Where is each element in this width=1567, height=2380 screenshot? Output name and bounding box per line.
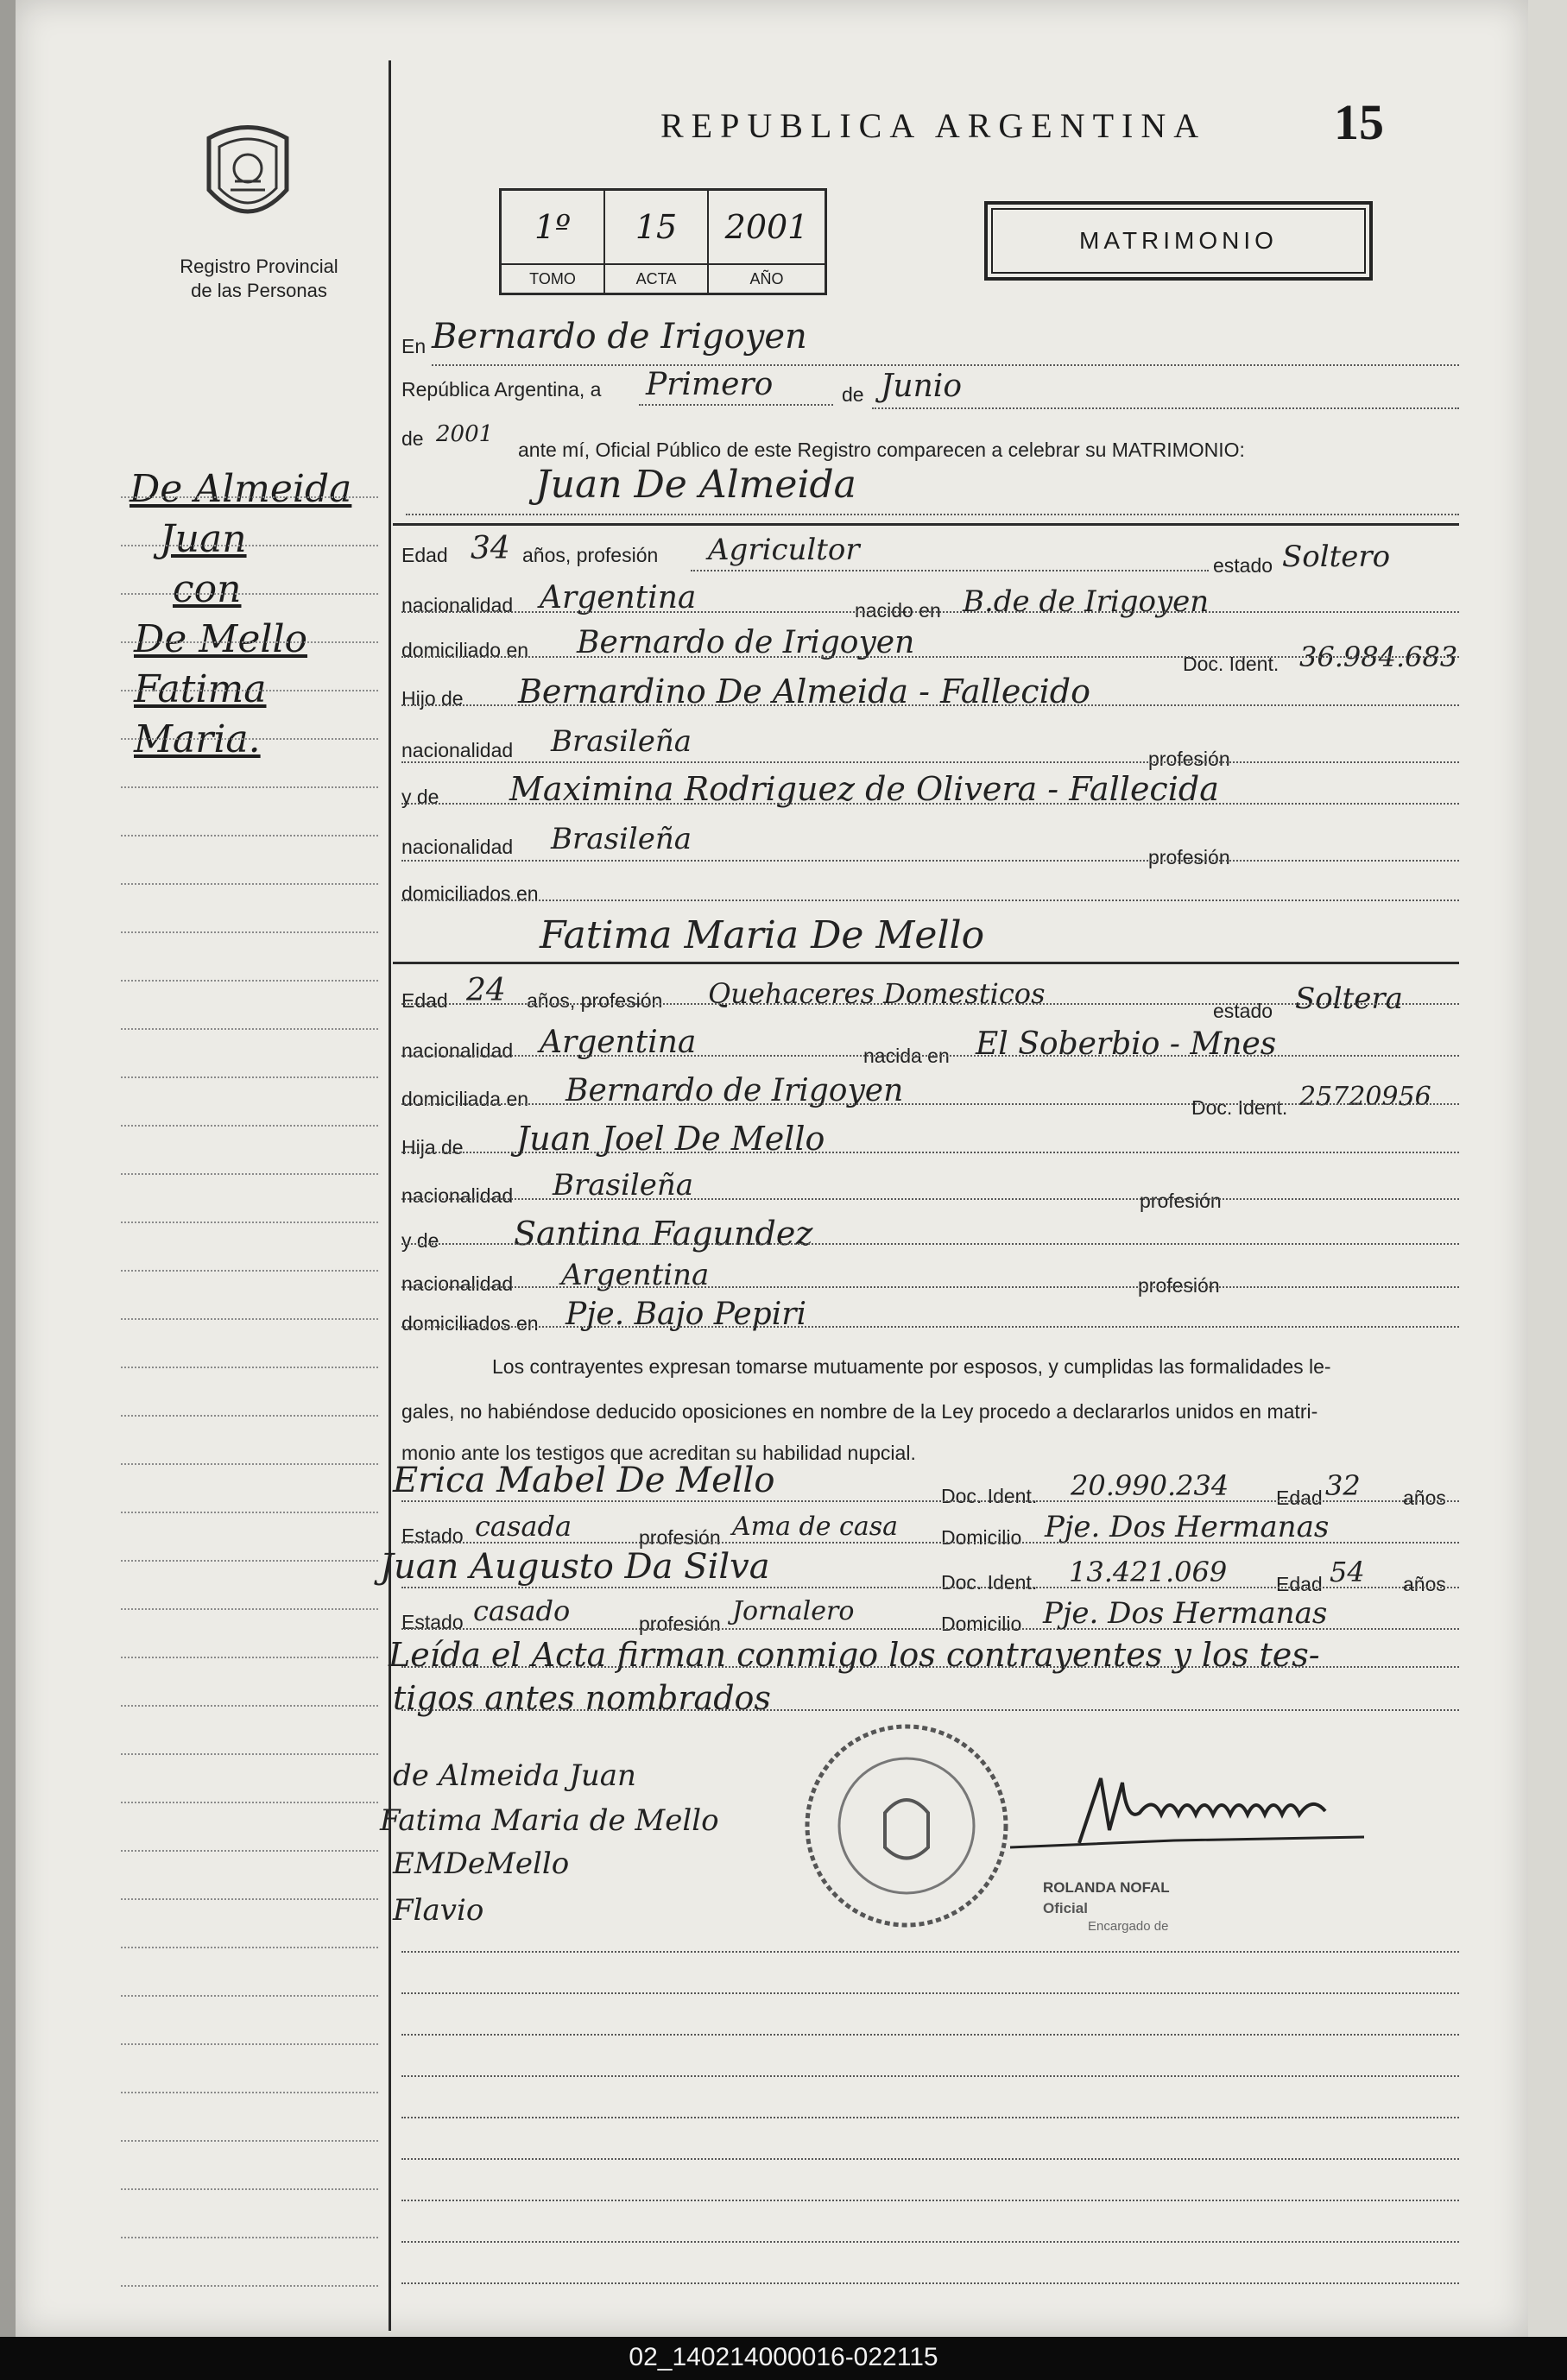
margin-ruled-line <box>121 1222 378 1223</box>
witness-2-estado-value: casado <box>473 1594 571 1627</box>
ruled-line <box>401 2200 1459 2201</box>
witness-2-name: Juan Augusto Da Silva <box>380 1547 770 1587</box>
ruled-line <box>401 1628 1459 1630</box>
witness-1-edad-label: Edad <box>1276 1487 1323 1509</box>
margin-ruled-line <box>121 2043 378 2045</box>
ruled-line <box>401 2158 1459 2160</box>
margin-ruled-line <box>121 593 378 595</box>
margin-ruled-line <box>121 1850 378 1852</box>
bride-y-de-label: y de <box>401 1229 439 1252</box>
year-de-label: de <box>401 427 424 450</box>
witness-1-profesion-value: Ama de casa <box>732 1512 898 1542</box>
groom-estado-value: Soltero <box>1282 540 1391 574</box>
page-number: 15 <box>1334 94 1384 150</box>
groom-father-nac-value: Brasileña <box>551 724 692 759</box>
bride-father-profesion-label: profesión <box>1140 1190 1222 1212</box>
record-type-box <box>984 201 1373 281</box>
tomo-cell <box>502 191 605 293</box>
bride-estado-value: Soltera <box>1295 982 1403 1016</box>
declaration-line-2: gales, no habiéndose deducido oposiciones en nombre de la Ley procedo a declararlos unidos en matri- <box>401 1400 1318 1423</box>
witness-2-edad-label: Edad <box>1276 1573 1323 1595</box>
anio-label: AÑO <box>709 263 825 293</box>
groom-domiciliados-label: domiciliados en <box>401 882 539 905</box>
groom-edad-label: Edad <box>401 544 448 566</box>
margin-note-line-3: con <box>173 567 242 611</box>
registry-name-line-1: Registro Provincial <box>180 256 338 277</box>
ruled-line <box>401 803 1459 805</box>
witness-1-edad-value: 32 <box>1325 1469 1361 1502</box>
ruled-line <box>401 2075 1459 2077</box>
ruled-line <box>401 2282 1459 2284</box>
margin-ruled-line <box>121 1560 378 1562</box>
witness-1-name: Erica Mabel De Mello <box>393 1461 775 1500</box>
declaration-line-3: monio ante los testigos que acreditan su habilidad nupcial. <box>401 1442 916 1464</box>
groom-father-profesion-label: profesión <box>1148 748 1230 770</box>
groom-nacionalidad-value: Argentina <box>540 580 697 616</box>
bride-mother-profesion-label: profesión <box>1138 1274 1220 1297</box>
margin-note-line-1: De Almeida <box>130 467 352 511</box>
place-rule <box>432 364 1459 366</box>
groom-father-nac-label: nacionalidad <box>401 739 514 761</box>
witness-2-profesion-label: profesión <box>639 1613 721 1635</box>
closing-line-2: tigos antes nombrados <box>393 1679 771 1717</box>
ruled-line <box>401 1152 1459 1153</box>
official-round-seal-icon <box>799 1718 1014 1934</box>
anio-cell <box>709 191 825 293</box>
acta-label: ACTA <box>605 263 707 293</box>
official-signature-icon <box>1001 1761 1381 1856</box>
ruled-line <box>401 2034 1459 2036</box>
margin-ruled-line <box>121 1608 378 1610</box>
ruled-line <box>401 900 1459 901</box>
bride-hija-label: Hija de <box>401 1136 464 1158</box>
witness-2-doc-value: 13.421.069 <box>1069 1556 1228 1588</box>
official-stamp-line-2: Oficial <box>1043 1900 1088 1916</box>
ruled-line <box>401 1992 1459 1994</box>
ruled-line <box>401 2241 1459 2243</box>
margin-note-line-5: Fatima <box>134 667 267 711</box>
witness-1-estado-label: Estado <box>401 1525 464 1547</box>
witness-2-edad-value: 54 <box>1330 1556 1365 1588</box>
margin-ruled-line <box>121 1270 378 1272</box>
bride-mother-nac-label: nacionalidad <box>401 1272 514 1295</box>
witness-1-profesion-label: profesión <box>639 1526 721 1549</box>
margin-ruled-line <box>121 1657 378 1658</box>
groom-separator <box>393 523 1459 526</box>
month-rule <box>872 407 1459 409</box>
tomo-value: 1º <box>534 208 572 246</box>
bride-nacida-value: El Soberbio - Mnes <box>976 1026 1277 1062</box>
witness-2-estado-label: Estado <box>401 1611 464 1633</box>
bride-domiciliados-label: domiciliados en <box>401 1312 539 1335</box>
en-label: En <box>401 335 427 357</box>
official-stamp-line-1: ROLANDA NOFAL <box>1043 1879 1170 1896</box>
groom-domicilio-value: Bernardo de Irigoyen <box>577 625 915 660</box>
bride-nacionalidad-value: Argentina <box>540 1025 697 1060</box>
day-value: Primero <box>646 367 774 402</box>
groom-mother-nac-value: Brasileña <box>551 822 692 856</box>
ruled-line <box>401 860 1459 862</box>
tomo-acta-anio-box <box>499 188 827 295</box>
bride-profesion-value: Quehaceres Domesticos <box>708 977 1046 1010</box>
groom-nacido-label: nacido en <box>855 599 941 622</box>
groom-doc-label: Doc. Ident. <box>1183 653 1280 675</box>
ruled-line <box>401 704 1459 706</box>
margin-ruled-line <box>121 883 378 885</box>
bride-edad-label: Edad <box>401 989 448 1012</box>
margin-ruled-line <box>121 1028 378 1030</box>
groom-name: Juan De Almeida <box>535 463 856 507</box>
bride-domiciliados-value: Pje. Bajo Pepiri <box>566 1297 806 1332</box>
margin-ruled-line <box>121 1705 378 1707</box>
day-rule <box>639 404 833 406</box>
groom-nacido-value: B.de de Irigoyen <box>963 584 1210 619</box>
margin-ruled-line <box>121 1415 378 1417</box>
signature-witness-1: EMDeMello <box>393 1847 570 1881</box>
ruled-line <box>401 1709 1459 1711</box>
margin-ruled-line <box>121 1995 378 1997</box>
margin-note-line-4: De Mello <box>134 617 308 661</box>
margin-ruled-line <box>121 1802 378 1803</box>
witness-1-doc-value: 20.990.234 <box>1071 1469 1229 1502</box>
margin-ruled-line <box>121 545 378 546</box>
margin-divider <box>389 60 391 2331</box>
bride-nacionalidad-label: nacionalidad <box>401 1039 514 1062</box>
margin-ruled-line <box>121 2285 378 2287</box>
tomo-label: TOMO <box>502 263 603 293</box>
page-left-edge <box>0 0 16 2337</box>
bride-domiciliada-label: domiciliada en <box>401 1088 529 1110</box>
bride-father-nac-value: Brasileña <box>553 1168 693 1203</box>
ruled-line <box>401 1587 1459 1588</box>
witness-1-estado-value: casada <box>475 1510 572 1543</box>
groom-mother-value: Maximina Rodriguez de Olivera - Fallecida <box>509 770 1219 808</box>
margin-ruled-line <box>121 1898 378 1900</box>
ruled-line <box>401 611 1459 613</box>
margin-ruled-line <box>121 641 378 643</box>
witness-1-domicilio-label: Domicilio <box>941 1526 1022 1549</box>
margin-ruled-line <box>121 1463 378 1465</box>
margin-ruled-line <box>121 1753 378 1755</box>
month-value: Junio <box>881 369 962 404</box>
acta-value: 15 <box>635 208 678 246</box>
groom-anos-profesion-label: años, profesión <box>522 544 659 566</box>
witness-1-doc-label: Doc. Ident. <box>941 1485 1038 1507</box>
groom-edad-value: 34 <box>471 531 510 566</box>
ruled-line <box>401 1055 1459 1057</box>
margin-note-line-6: Maria. <box>134 717 261 761</box>
margin-ruled-line <box>121 2188 378 2190</box>
ruled-line <box>401 1243 1459 1245</box>
page-right-edge <box>1528 0 1567 2337</box>
signature-groom: de Almeida Juan <box>393 1758 636 1793</box>
witness-2-domicilio-value: Pje. Dos Hermanas <box>1043 1596 1328 1631</box>
margin-ruled-line <box>121 496 378 498</box>
margin-ruled-line <box>121 1076 378 1078</box>
witness-2-domicilio-label: Domicilio <box>941 1613 1022 1635</box>
witness-2-profesion-value: Jornalero <box>732 1596 855 1626</box>
margin-note-line-2: Juan <box>160 517 247 561</box>
place-value: Bernardo de Irigoyen <box>432 317 807 357</box>
margin-ruled-line <box>121 980 378 982</box>
bride-domicilio-value: Bernardo de Irigoyen <box>566 1073 904 1108</box>
bride-nacida-label: nacida en <box>863 1045 950 1067</box>
ruled-line <box>401 761 1459 763</box>
bride-separator <box>393 962 1459 964</box>
signature-witness-2: Flavio <box>393 1893 484 1928</box>
misiones-province-coat-of-arms-icon <box>200 121 295 233</box>
groom-profesion-value: Agricultor <box>708 533 860 567</box>
margin-ruled-line <box>121 1318 378 1320</box>
ruled-line <box>401 1003 1459 1005</box>
year-text: ante mí, Oficial Público de este Registro comparecen a celebrar su MATRIMONIO: <box>518 439 1245 461</box>
record-type-label: MATRIMONIO <box>1079 227 1278 254</box>
bride-mother-nac-value: Argentina <box>561 1258 710 1292</box>
margin-ruled-line <box>121 835 378 836</box>
official-stamp-line-3: Encargado de <box>1088 1919 1169 1934</box>
margin-ruled-line <box>121 1173 378 1175</box>
witness-2-doc-label: Doc. Ident. <box>941 1571 1038 1594</box>
groom-name-rule <box>406 514 1459 515</box>
witness-2-anos-label: años <box>1403 1573 1446 1595</box>
ruled-line <box>401 1542 1459 1544</box>
acta-cell <box>605 191 709 293</box>
bride-anos-profesion-label: años, profesión <box>527 989 663 1012</box>
registry-name-line-2: de las Personas <box>191 280 327 301</box>
margin-ruled-line <box>121 2237 378 2238</box>
groom-nacionalidad-label: nacionalidad <box>401 594 514 616</box>
witness-1-domicilio-value: Pje. Dos Hermanas <box>1045 1510 1330 1544</box>
declaration-line-1: Los contrayentes expresan tomarse mutuamente por esposos, y cumplidas las formalidades le- <box>492 1355 1331 1378</box>
ruled-line <box>401 1951 1459 1953</box>
groom-estado-label: estado <box>1213 554 1273 577</box>
ruled-line <box>401 1286 1459 1288</box>
bride-father-value: Juan Joel De Mello <box>516 1120 825 1158</box>
groom-profesion-rule <box>691 570 1209 571</box>
margin-ruled-line <box>121 931 378 933</box>
bride-doc-value: 25720956 <box>1299 1082 1431 1112</box>
ruled-line <box>401 1326 1459 1328</box>
margin-ruled-line <box>121 1947 378 1948</box>
bride-estado-label: estado <box>1213 1000 1273 1022</box>
republica-label: República Argentina, a <box>401 378 602 401</box>
groom-mother-profesion-label: profesión <box>1148 846 1230 868</box>
bride-doc-label: Doc. Ident. <box>1191 1096 1288 1119</box>
groom-father-value: Bernardino De Almeida - Fallecido <box>518 672 1090 710</box>
bride-name: Fatima Maria De Mello <box>540 913 985 957</box>
signature-bride: Fatima Maria de Mello <box>380 1803 719 1838</box>
witness-1-anos-label: años <box>1403 1487 1446 1509</box>
groom-y-de-label: y de <box>401 786 439 808</box>
year-value: 2001 <box>436 421 494 447</box>
month-de-label: de <box>842 383 864 406</box>
margin-ruled-line <box>121 1367 378 1368</box>
margin-ruled-line <box>121 2092 378 2093</box>
ruled-line <box>401 1198 1459 1200</box>
margin-ruled-line <box>121 738 378 740</box>
bride-mother-value: Santina Fagundez <box>514 1215 813 1253</box>
ruled-line <box>401 2117 1459 2118</box>
bride-edad-value: 24 <box>466 973 506 1008</box>
margin-ruled-line <box>121 1125 378 1127</box>
anio-value: 2001 <box>724 208 809 246</box>
ruled-line <box>401 656 1459 658</box>
groom-mother-nac-label: nacionalidad <box>401 836 514 858</box>
country-title: REPUBLICA ARGENTINA <box>660 106 1207 145</box>
margin-ruled-line <box>121 1512 378 1513</box>
ruled-line <box>401 1500 1459 1502</box>
margin-ruled-line <box>121 2140 378 2142</box>
margin-ruled-line <box>121 690 378 691</box>
bride-father-nac-label: nacionalidad <box>401 1184 514 1207</box>
groom-domiciliado-label: domiciliado en <box>401 639 529 661</box>
ruled-line <box>401 1666 1459 1668</box>
closing-line-1: Leída el Acta firman conmigo los contrayentes y los tes- <box>389 1636 1320 1674</box>
groom-hijo-label: Hijo de <box>401 687 464 710</box>
margin-ruled-line <box>121 786 378 788</box>
groom-doc-value: 36.984.683 <box>1299 641 1458 673</box>
footer-image-id: 02_140214000016-022115 <box>629 2343 938 2371</box>
ruled-line <box>401 1103 1459 1105</box>
